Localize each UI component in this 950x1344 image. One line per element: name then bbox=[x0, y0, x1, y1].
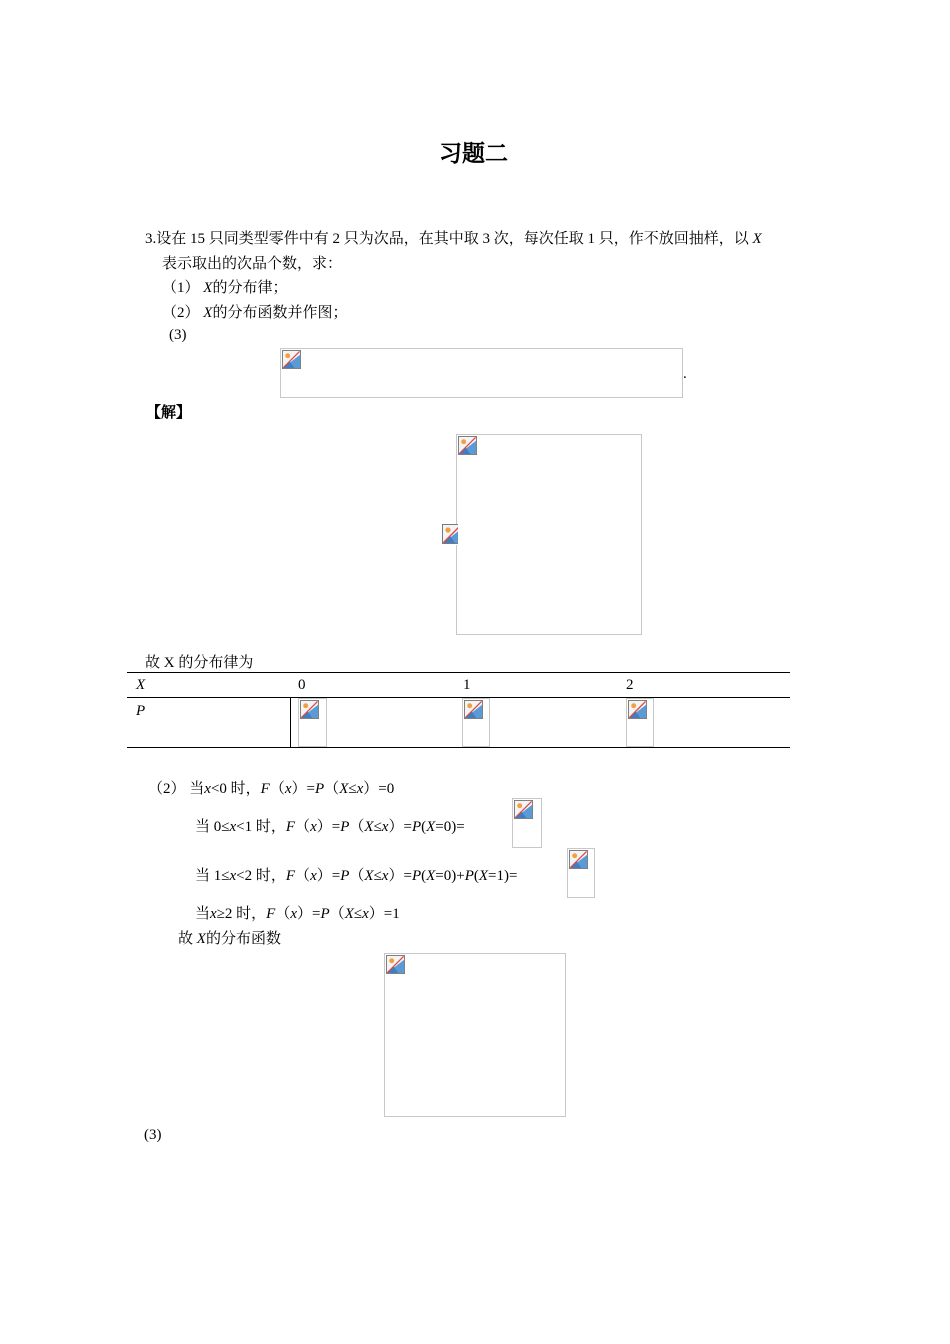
solution-inline-image bbox=[442, 524, 458, 545]
problem-line-1: 3.设在 15 只同类型零件中有 2 只为次品，在其中取 3 次，每次任取 1 只，作不放回抽样，以 X bbox=[145, 231, 762, 247]
table-value-1: 1 bbox=[463, 677, 471, 693]
table-divider bbox=[290, 697, 291, 747]
table-top-rule bbox=[127, 672, 790, 673]
table-prob-image-1 bbox=[462, 698, 490, 747]
table-value-2: 2 bbox=[626, 677, 634, 693]
table-prob-image-0 bbox=[298, 698, 327, 747]
broken-image-icon bbox=[628, 700, 647, 719]
problem-item-3: (3) bbox=[169, 327, 187, 343]
cdf-formula-image bbox=[384, 953, 566, 1117]
cdf-case-1: （2） 当x<0 时，F（x）=P（X≤x）=0 bbox=[148, 781, 395, 797]
table-row-p-label: P bbox=[136, 703, 146, 719]
broken-image-icon bbox=[442, 524, 458, 545]
broken-image-icon bbox=[282, 350, 301, 369]
table-prob-image-2 bbox=[626, 698, 654, 747]
table-bottom-rule bbox=[127, 747, 790, 748]
formula-period: . bbox=[683, 366, 687, 382]
part-3-label: (3) bbox=[144, 1127, 162, 1143]
cdf-value-image-1 bbox=[512, 798, 542, 848]
broken-image-icon bbox=[514, 800, 533, 819]
cdf-case-2: 当 0≤x<1 时，F（x）=P（X≤x）=P(X=0)= bbox=[195, 819, 465, 835]
cdf-case-3: 当 1≤x<2 时，F（x）=P（X≤x）=P(X=0)+P(X=1)= bbox=[195, 868, 518, 884]
problem-item-1: （1） X的分布律； bbox=[162, 280, 288, 296]
distribution-intro: 故 X 的分布律为 bbox=[145, 655, 254, 671]
cdf-case-4: 当x≥2 时，F（x）=P（X≤x）=1 bbox=[195, 906, 400, 922]
cdf-conclusion: 故 X的分布函数 bbox=[178, 931, 281, 947]
table-row-x-label: X bbox=[136, 677, 146, 693]
broken-image-icon bbox=[386, 955, 405, 974]
page-title: 习题二 bbox=[439, 141, 508, 167]
broken-image-icon bbox=[300, 700, 319, 719]
broken-image-icon bbox=[569, 850, 588, 869]
problem-item-2: （2） X的分布函数并作图； bbox=[162, 305, 348, 321]
broken-image-icon bbox=[458, 436, 477, 455]
broken-image-icon bbox=[464, 700, 483, 719]
problem-line-2: 表示取出的次品个数，求： bbox=[162, 256, 343, 272]
cdf-value-image-2 bbox=[567, 848, 595, 898]
table-value-0: 0 bbox=[298, 677, 306, 693]
solution-label: 【解】 bbox=[146, 405, 192, 421]
table-mid-rule bbox=[127, 697, 790, 698]
formula-image bbox=[280, 348, 683, 398]
solution-formula-image bbox=[456, 434, 642, 635]
